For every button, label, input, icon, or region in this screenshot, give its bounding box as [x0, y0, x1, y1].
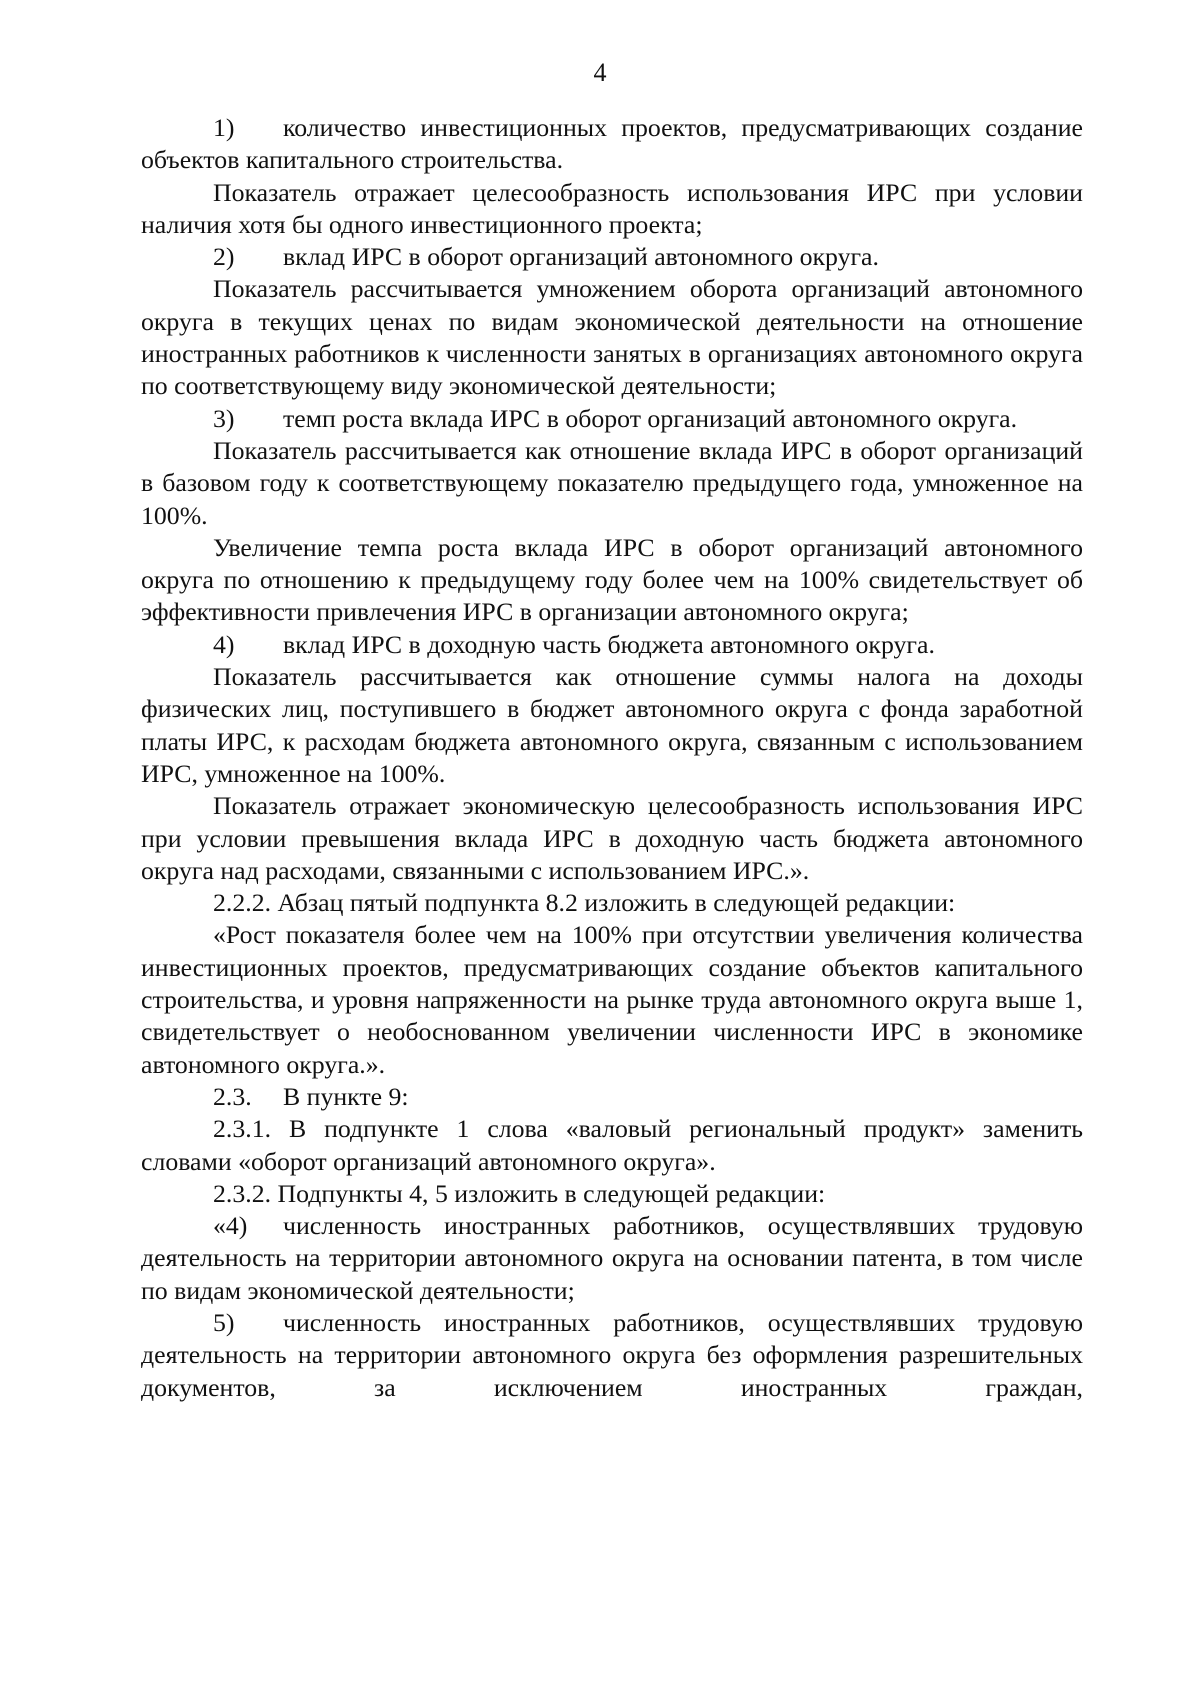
item-text: количество инвестиционных проектов, предусматривающих создание объектов капитального строительства.	[141, 113, 1083, 175]
paragraph: 2.3.1. В подпункте 1 слова «валовый региональный продукт» заменить словами «оборот организаций автономного округа».	[141, 1114, 1083, 1176]
list-item-4	[141, 629, 1083, 661]
item-text: темп роста вклада ИРС в оборот организаций автономного округа.	[283, 403, 1018, 433]
item-number: 2.3.	[213, 1081, 252, 1111]
list-item-4-new	[141, 1210, 1083, 1307]
paragraph: 2.2.2. Абзац пятый подпункта 8.2 изложить в следующей редакции:	[213, 888, 956, 918]
item-number: 1)	[213, 113, 235, 142]
paragraph: Показатель отражает экономическую целесообразность использования ИРС при условии превышения вклада ИРС в доходную часть бюджета автономного округа над расходами, связанными с использованием ИРС.».	[141, 791, 1083, 885]
document-body	[141, 112, 1083, 1404]
page-number: 4	[593, 58, 607, 87]
list-item-2-3	[141, 1081, 1083, 1113]
paragraph: Показатель рассчитывается как отношение вклада ИРС в оборот организаций в базовом году к соответствующему показателю предыдущего года, умноженное на 100%.	[141, 435, 1083, 530]
paragraph: «Рост показателя более чем на 100% при отсутствии увеличения количества инвестиционных проектов, предусматривающих создание объектов капитального строительства, и уровня напряженности на рынке труда автономного округа выше 1, свидетельствует о необоснованном увеличении численности ИРС в экономике автономного округа.».	[141, 920, 1083, 1079]
item-number: 4)	[213, 629, 235, 659]
item-text: вклад ИРС в доходную часть бюджета автономного округа.	[283, 629, 935, 659]
item-number: 5)	[213, 1307, 235, 1337]
item-text: вклад ИРС в оборот организаций автономного округа.	[283, 242, 879, 272]
item-text: В пункте 9:	[283, 1081, 409, 1111]
item-text: численность иностранных работников, осуществлявших трудовую деятельность на территории автономного округа на основании патента, в том числе по видам экономической деятельности;	[141, 1211, 1083, 1305]
item-text: численность иностранных работников, осуществлявших трудовую деятельность на территории автономного округа без оформления разрешительных документов, за исключением иностранных граждан,	[141, 1307, 1083, 1402]
list-item-2	[141, 241, 1083, 273]
item-number: «4)	[213, 1211, 248, 1241]
paragraph: 2.3.2. Подпункты 4, 5 изложить в следующей редакции:	[213, 1178, 826, 1208]
list-item-1	[141, 112, 1083, 177]
paragraph: Показатель рассчитывается умножением оборота организаций автономного округа в текущих ценах по видам экономической деятельности на отношение иностранных работников к численности занятых в организациях автономного округа по соответствующему виду экономической деятельности;	[141, 274, 1083, 401]
list-item-5-new	[141, 1307, 1083, 1404]
paragraph: Показатель отражает целесообразность использования ИРС при условии наличия хотя бы одного инвестиционного проекта;	[141, 177, 1083, 239]
item-number: 3)	[213, 403, 235, 433]
paragraph: Увеличение темпа роста вклада ИРС в оборот организаций автономного округа по отношению к предыдущему году более чем на 100% свидетельствует об эффективности привлечения ИРС в организации автономного округа;	[141, 532, 1083, 627]
paragraph: Показатель рассчитывается как отношение суммы налога на доходы физических лиц, поступившего в бюджет автономного округа с фонда заработной платы ИРС, к расходам бюджета автономного округа, связанным с использованием ИРС, умноженное на 100%.	[141, 662, 1083, 788]
item-number: 2)	[213, 242, 235, 272]
list-item-3	[141, 403, 1083, 435]
